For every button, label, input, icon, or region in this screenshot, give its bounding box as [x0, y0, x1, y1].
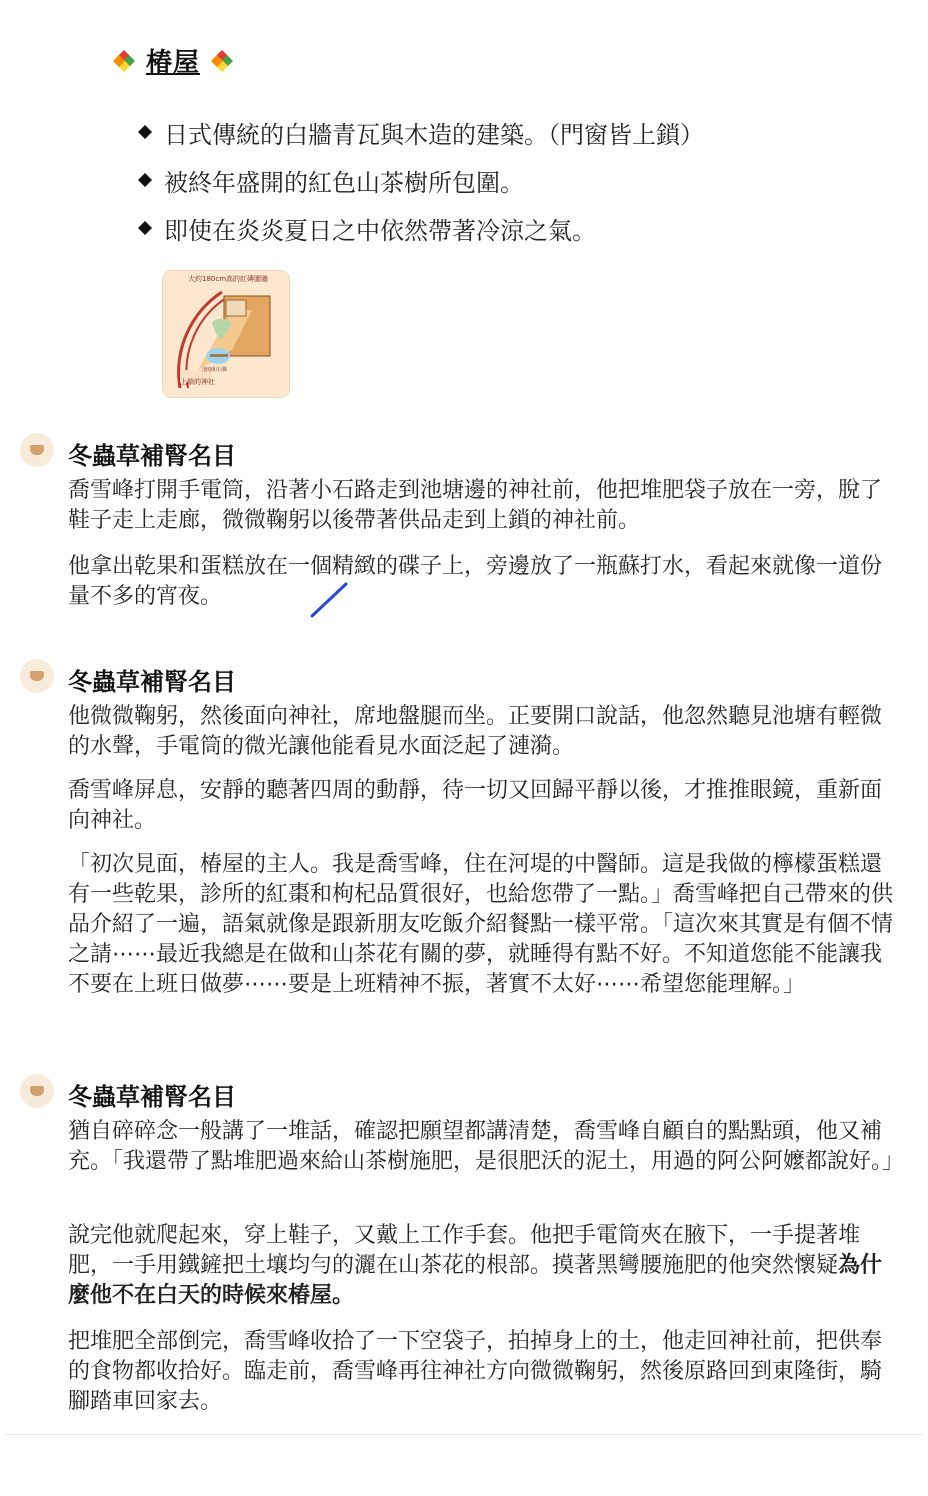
- colored-diamond-icon: [210, 49, 234, 73]
- post-paragraph: 喬雪峰屏息，安靜的聽著四周的動靜，待一切又回歸平靜以後，才推推眼鏡，重新面向神社。: [68, 778, 883, 833]
- avatar[interactable]: [20, 1074, 54, 1108]
- diamond-bullet-icon: [138, 221, 152, 235]
- post-paragraph-text: 說完他就爬起來，穿上鞋子，又戴上工作手套。他把手電筒夾在腋下，一手提著堆肥，一手用鐵鏟把土壤均勻的灑在山茶花的根部。摸著黑彎腰施肥的他突然懷疑: [68, 1223, 861, 1278]
- post-author[interactable]: 冬蟲草補腎名目: [68, 668, 236, 696]
- location-map-image[interactable]: [162, 270, 290, 398]
- diamond-bullet-icon: [138, 173, 152, 187]
- map-label: 上鎖的神社: [180, 378, 215, 386]
- page-title[interactable]: 椿屋: [146, 48, 201, 78]
- post-paragraph: [68, 1221, 894, 1311]
- list-item-text: 即使在炎炎夏日之中依然帶著冷涼之氣。: [164, 216, 596, 245]
- post-paragraph: 他微微鞠躬，然後面向神社，席地盤腿而坐。正要開口說話，他忽然聽見池塘有輕微的水聲，手電筒的微光讓他能看見水面泛起了漣漪。: [68, 704, 883, 759]
- feature-list: [138, 108, 898, 252]
- post-paragraph: 把堆肥全部倒完，喬雪峰收拾了一下空袋子，拍掉身上的土，他走回神社前，把供奉的食物都收拾好。臨走前，喬雪峰再往神社方向微微鞠躬，然後原路回到東隆街，騎腳踏車回家去。: [68, 1329, 883, 1414]
- pen-mark-icon: [308, 580, 352, 620]
- map-label: 池塘和石橋: [202, 367, 228, 373]
- colored-diamond-icon: [112, 49, 136, 73]
- post-author[interactable]: 冬蟲草補腎名目: [68, 442, 236, 470]
- emphasized-text: 為什麼他不在白天的時候來椿屋。: [68, 1253, 883, 1308]
- post-paragraph: 「初次見面，椿屋的主人。我是喬雪峰，住在河堤的中醫師。這是我做的檸檬蛋糕還有一些乾果，診所的紅棗和枸杞品質很好，也給您帶了一點。」喬雪峰把自己帶來的供品介紹了一遍，語氣就像是跟新朋友吃飯介紹餐點一樣平常。「這次來其實是有個不情之請⋯⋯最近我總是在做和山茶花有關的夢，就睡得有點不好。不知道您能不能讓我不要在上班日做夢⋯⋯要是上班精神不振，著實不太好⋯⋯希望您能理解。」: [68, 852, 894, 997]
- post-paragraph: 喬雪峰打開手電筒，沿著小石路走到池塘邊的神社前，他把堆肥袋子放在一旁，脫了鞋子走上走廊，微微鞠躬以後帶著供品走到上鎖的神社前。: [68, 478, 883, 533]
- list-item: [138, 156, 898, 204]
- list-item: [138, 108, 898, 156]
- list-item: [138, 204, 898, 252]
- diamond-bullet-icon: [138, 125, 152, 139]
- list-item-text: 日式傳統的白牆青瓦與木造的建築。（門窗皆上鎖）: [164, 120, 704, 149]
- list-item-text: 被終年盛開的紅色山茶樹所包圍。: [164, 168, 524, 197]
- post-paragraph: 他拿出乾果和蛋糕放在一個精緻的碟子上，旁邊放了一瓶蘇打水，看起來就像一道份量不多的宵夜。: [68, 554, 883, 609]
- section-header: [112, 42, 234, 79]
- post-author[interactable]: 冬蟲草補腎名目: [68, 1083, 236, 1111]
- post-paragraph: 猶自碎碎念一般講了一堆話，確認把願望都講清楚，喬雪峰自顧自的點點頭，他又補充。「我還帶了點堆肥過來給山茶樹施肥，是很肥沃的泥土，用過的阿公阿嬤都說好。」: [68, 1119, 905, 1174]
- divider: [6, 1434, 922, 1435]
- avatar[interactable]: [20, 659, 54, 693]
- map-label: 大約180cm高的紅磚圍牆: [188, 275, 269, 283]
- avatar[interactable]: [20, 433, 54, 467]
